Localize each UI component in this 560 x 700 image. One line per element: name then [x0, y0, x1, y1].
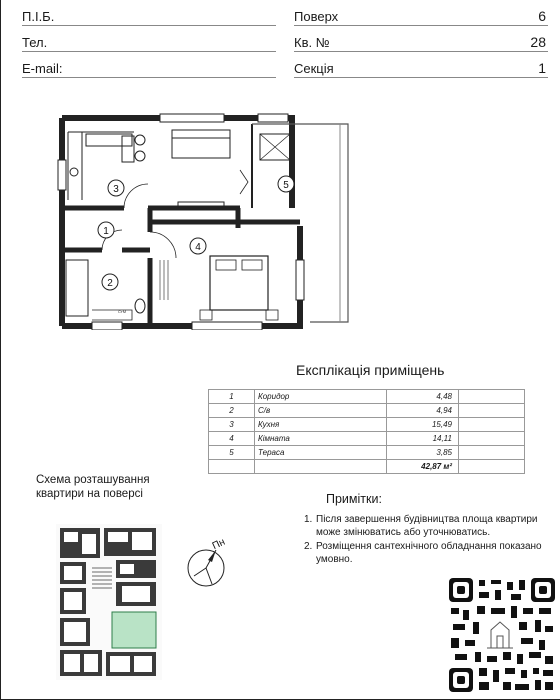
- note-item: 1. Після завершення будівництва площа квартири може змінюватись або уточнюватись.: [304, 514, 538, 538]
- email-label: E-mail:: [22, 61, 63, 76]
- apartment-floor-plan: [52, 110, 352, 330]
- room-1-number: 1: [103, 226, 109, 237]
- section-label: Секція: [294, 61, 334, 76]
- section-value: 1: [538, 60, 546, 76]
- floor-label: Поверх: [294, 9, 339, 24]
- apartment-label: Кв. №: [294, 35, 330, 50]
- email-field[interactable]: [22, 60, 276, 78]
- table-row: 2 С/в 4,94: [209, 404, 525, 418]
- table-row: 4 Кімната 14,11: [209, 432, 525, 446]
- table-row: 3 Кухня 15,49: [209, 418, 525, 432]
- room-2-number: 2: [107, 278, 113, 289]
- name-label: П.І.Б.: [22, 9, 55, 24]
- phone-field[interactable]: [22, 34, 276, 52]
- table-total-row: [209, 460, 525, 474]
- apartment-value: 28: [530, 34, 546, 50]
- notes-list: [304, 513, 556, 567]
- floor-value: 6: [538, 8, 546, 24]
- table-row: 5 Тераса 3,85: [209, 446, 525, 460]
- name-field[interactable]: [22, 8, 276, 26]
- total-area: 42,87 м²: [387, 460, 459, 474]
- table-row: 1 Коридор 4,48: [209, 390, 525, 404]
- room-5-number: 5: [283, 180, 289, 191]
- phone-label: Тел.: [22, 35, 48, 50]
- boiler-label: СтМ: [118, 309, 127, 314]
- qr-code[interactable]: [449, 578, 555, 692]
- room-4-number: 4: [195, 242, 201, 253]
- apartment-field: [294, 34, 548, 52]
- apartment-highlight: [112, 612, 156, 648]
- explication-title: Експлікація приміщень: [296, 362, 445, 378]
- north-label: Пн: [210, 536, 227, 553]
- explication-table: [208, 389, 525, 474]
- note-item: 2. Розміщення сантехнічного обладнання показано умовно.: [304, 541, 542, 565]
- notes-title: Примітки:: [326, 492, 382, 506]
- north-compass: [182, 530, 242, 590]
- floor-scheme: [56, 524, 162, 680]
- section-field: [294, 60, 548, 78]
- room-3-number: 3: [113, 184, 119, 195]
- floor-scheme-title: Схема розташування квартири на поверсі: [36, 474, 150, 500]
- floor-field: [294, 8, 548, 26]
